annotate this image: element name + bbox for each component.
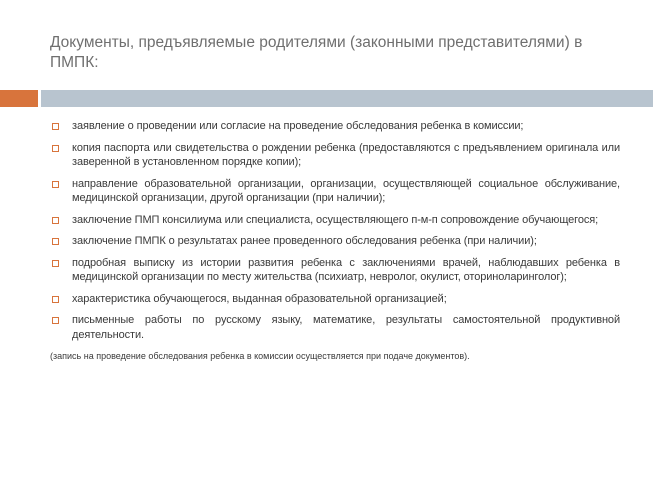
list-item	[50, 256, 620, 285]
square-bullet-icon	[52, 260, 59, 267]
list-item	[50, 292, 620, 307]
list-item	[50, 119, 620, 134]
list-item	[50, 313, 620, 342]
list-item	[50, 177, 620, 206]
list-item-text: письменные работы по русскому языку, математике, результаты самостоятельной продуктивной деятельности.	[72, 314, 620, 341]
list-item	[50, 213, 620, 228]
list-item	[50, 234, 620, 249]
square-bullet-icon	[52, 181, 59, 188]
document-list	[50, 119, 620, 342]
list-item-text: заключение ПМПК о результатах ранее проведенного обследования ребенка (при наличии);	[72, 235, 537, 247]
slide-content	[50, 119, 620, 362]
slide-title: Документы, предъявляемые родителями (законными представителями) в ПМПК:	[50, 34, 583, 71]
list-item	[50, 141, 620, 170]
square-bullet-icon	[52, 123, 59, 130]
list-item-text: копия паспорта или свидетельства о рождении ребенка (предоставляются с предъявлением оригинала или заверенной в установленном порядке копии);	[72, 141, 620, 168]
list-item-text: подробная выписку из истории развития ребенка с заключениями врачей, наблюдавших ребенка в медицинской организации по месту жительства (психиатр, невролог, окулист, оториноларинголог);	[72, 256, 620, 283]
list-item-text: характеристика обучающегося, выданная образовательной организацией;	[72, 292, 447, 305]
square-bullet-icon	[52, 217, 59, 224]
square-bullet-icon	[52, 296, 59, 303]
list-item-text: заявление о проведении или согласие на проведение обследования ребенка в комиссии;	[72, 120, 524, 132]
title-divider-bar	[41, 90, 653, 107]
list-item-text: направление образовательной организации, организации, осуществляющей социальное обслуживание, медицинской организации, другой организации (при наличии);	[72, 177, 620, 204]
list-item-text: заключение ПМП консилиума или специалиста, осуществляющего п-м-п сопровождение обучающегося;	[72, 213, 599, 226]
title-accent-bar	[0, 90, 38, 107]
square-bullet-icon	[52, 145, 59, 152]
square-bullet-icon	[52, 317, 59, 324]
footnote: (запись на проведение обследования ребенка в комиссии осуществляется при подаче документов).	[50, 351, 470, 361]
square-bullet-icon	[52, 238, 59, 245]
